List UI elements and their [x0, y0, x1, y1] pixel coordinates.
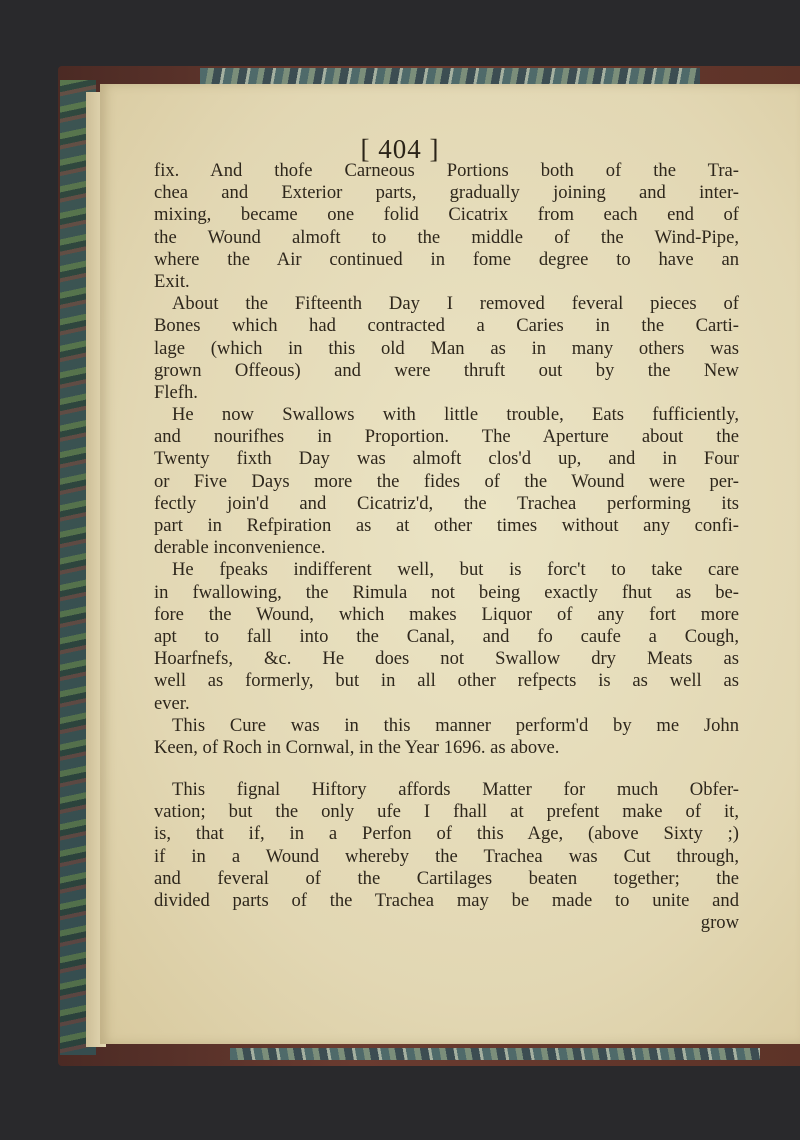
text-line: This fignal Hiftory affords Matter for much Obfer-	[172, 779, 739, 801]
text-line: About the Fifteenth Day I removed feveral pieces of	[172, 293, 739, 315]
text-line: well as formerly, but in all other refpects is as well as	[154, 670, 739, 692]
text-line: and feveral of the Cartilages beaten together; the	[154, 867, 739, 889]
text-line: Bones which had contracted a Caries in the Carti-	[154, 315, 739, 337]
text-line: Twenty fixth Day was almoft clos'd up, and in Four	[154, 448, 739, 470]
marbled-edge-bottom	[230, 1048, 760, 1060]
page-number: [ 404 ]	[360, 134, 440, 164]
text-line: Exit.	[154, 270, 190, 292]
text-line: in fwallowing, the Rimula not being exactly fhut as be-	[154, 581, 739, 603]
text-line: fectly join'd and Cicatriz'd, the Trachea performing its	[154, 492, 739, 514]
text-line: He now Swallows with little trouble, Eats fufficiently,	[172, 404, 739, 426]
text-line: where the Air continued in fome degree to have an	[154, 248, 739, 270]
text-line: vation; but the only ufe I fhall at prefent make of it,	[154, 801, 739, 823]
text-line: grown Offeous) and were thruft out by the New	[154, 359, 739, 381]
text-line: the Wound almoft to the middle of the Wind-Pipe,	[154, 226, 739, 248]
text-line: lage (which in this old Man as in many others was	[154, 337, 739, 359]
text-line: mixing, became one folid Cicatrix from each end of	[154, 204, 739, 226]
marbled-edge-top	[200, 68, 700, 84]
text-line: and nourifhes in Proportion. The Aperture about the	[154, 426, 739, 448]
text-line: divided parts of the Trachea may be made to unite and	[154, 890, 739, 911]
text-line: if in a Wound whereby the Trachea was Cut through,	[154, 845, 739, 867]
text-line: is, that if, in a Perfon of this Age, (above Sixty ;)	[154, 823, 739, 845]
text-line: or Five Days more the fides of the Wound were per-	[154, 470, 739, 492]
text-line: He fpeaks indifferent well, but is forc't to take care	[172, 559, 739, 581]
page-text	[154, 160, 739, 934]
paragraph-gap	[154, 759, 739, 779]
text-line: apt to fall into the Canal, and fo caufe a Cough,	[154, 625, 739, 647]
text-line: fix. And thofe Carneous Portions both of the Tra-	[154, 160, 739, 181]
text-line: Flefh.	[154, 381, 198, 403]
text-line: Hoarfnefs, &c. He does not Swallow dry Meats as	[154, 648, 739, 670]
text-line: derable inconvenience.	[154, 537, 326, 559]
text-line: Keen, of Roch in Cornwal, in the Year 1696. as above.	[154, 736, 560, 758]
text-line: fore the Wound, which makes Liquor of any fort more	[154, 603, 739, 625]
text-line: grow	[700, 912, 739, 934]
text-line: ever.	[154, 692, 190, 714]
text-line: This Cure was in this manner perform'd by me John	[172, 714, 739, 736]
text-line: chea and Exterior parts, gradually joining and inter-	[154, 182, 739, 204]
text-line: part in Refpiration as at other times without any confi-	[154, 515, 739, 536]
